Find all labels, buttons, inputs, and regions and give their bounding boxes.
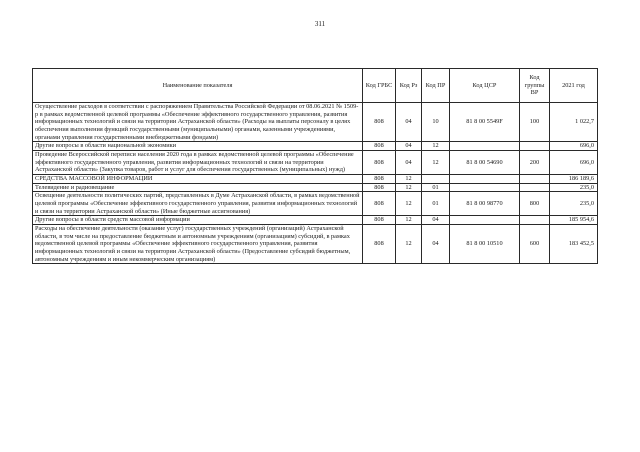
row-name: Проведение Всероссийской переписи населения 2020 года в рамках ведомственной целевой программы «Обеспечение эффективного государственного управления, развития информационных технологий и связи на территории Астраханской области» (Закупка товаров, работ и услуг для обеспечения государственных (муниципальных) нужд) (33, 151, 363, 175)
table-row (33, 225, 598, 264)
row-amount: 235,0 (550, 192, 598, 216)
row-csr: 81 8 00 54690 (450, 151, 520, 175)
row-vr (520, 183, 550, 192)
row-csr (450, 142, 520, 151)
row-csr (450, 175, 520, 184)
row-grbs: 808 (363, 103, 396, 142)
row-csr: 81 8 00 5549F (450, 103, 520, 142)
table-header-row (33, 69, 598, 103)
table-row (33, 192, 598, 216)
row-pr: 12 (422, 151, 450, 175)
budget-table (32, 68, 598, 264)
row-vr (520, 175, 550, 184)
row-rz: 12 (396, 183, 422, 192)
row-grbs: 808 (363, 175, 396, 184)
row-vr: 200 (520, 151, 550, 175)
row-csr (450, 183, 520, 192)
row-csr: 81 8 00 10510 (450, 225, 520, 264)
row-name: Телевидение и радиовещание (33, 183, 363, 192)
row-vr: 600 (520, 225, 550, 264)
row-name: Расходы на обеспечение деятельности (оказание услуг) государственных учреждений (организаций) Астраханской области, в том числе на предоставление бюджетным и автономным учреждениям (организациям) субсидий, в рамках ведомственной целевой программы «Обеспечение эффективного государственного управления, развития информационных технологий и связи на территории Астраханской области» (Предоставление субсидий бюджетным, автономным учреждениям и иным некоммерческим организациям) (33, 225, 363, 264)
table-row (33, 151, 598, 175)
row-name: Другие вопросы в области средств массовой информации (33, 216, 363, 225)
row-amount: 235,0 (550, 183, 598, 192)
row-pr: 01 (422, 192, 450, 216)
row-pr: 12 (422, 142, 450, 151)
row-rz: 12 (396, 225, 422, 264)
row-name: Осуществление расходов в соответствии с распоряжением Правительства Российской Федерации от 08.06.2021 № 1509-р в рамках ведомственной целевой программы «Обеспечение эффективного государственного управления, развития информационных технологий и связи на территории Астраханской области» (Расходы на выплаты персоналу в целях обеспечения выполнения функций государственными (муниципальными) органами, казенными учреждениями, органами управления государственными внебюджетными фондами) (33, 103, 363, 142)
row-grbs: 808 (363, 142, 396, 151)
row-amount: 186 189,6 (550, 175, 598, 184)
header-rz: Код Рз (396, 69, 422, 103)
header-grbs: Код ГРБС (363, 69, 396, 103)
table-row (33, 142, 598, 151)
row-amount: 696,0 (550, 151, 598, 175)
row-grbs: 808 (363, 151, 396, 175)
row-csr: 81 8 00 98770 (450, 192, 520, 216)
row-grbs: 808 (363, 192, 396, 216)
row-pr: 10 (422, 103, 450, 142)
table-row (33, 183, 598, 192)
row-pr: 04 (422, 216, 450, 225)
row-amount: 1 022,7 (550, 103, 598, 142)
row-vr (520, 216, 550, 225)
row-pr (422, 175, 450, 184)
row-rz: 04 (396, 151, 422, 175)
row-rz: 04 (396, 142, 422, 151)
row-name: Другие вопросы в области национальной экономики (33, 142, 363, 151)
row-rz: 12 (396, 216, 422, 225)
row-grbs: 808 (363, 225, 396, 264)
row-amount: 185 954,6 (550, 216, 598, 225)
row-vr: 100 (520, 103, 550, 142)
header-amount: 2021 год (550, 69, 598, 103)
row-amount: 696,0 (550, 142, 598, 151)
row-pr: 01 (422, 183, 450, 192)
row-grbs: 808 (363, 216, 396, 225)
row-name: Освещение деятельности политических партий, представленных в Думе Астраханской области, в рамках ведомственной целевой программы «Обеспечение эффективного государственного управления, развития информационных технологий и связи на территории Астраханской области» (Иные бюджетные ассигнования) (33, 192, 363, 216)
header-pr: Код ПР (422, 69, 450, 103)
row-pr: 04 (422, 225, 450, 264)
table-row (33, 103, 598, 142)
row-grbs: 808 (363, 183, 396, 192)
row-rz: 12 (396, 175, 422, 184)
row-rz: 04 (396, 103, 422, 142)
table-row (33, 175, 598, 184)
row-rz: 12 (396, 192, 422, 216)
row-name: СРЕДСТВА МАССОВОЙ ИНФОРМАЦИИ (33, 175, 363, 184)
page-number: 311 (314, 20, 326, 28)
row-vr: 800 (520, 192, 550, 216)
table-row (33, 216, 598, 225)
header-name: Наименование показателя (33, 69, 363, 103)
header-csr: Код ЦСР (450, 69, 520, 103)
row-vr (520, 142, 550, 151)
row-amount: 183 452,5 (550, 225, 598, 264)
row-csr (450, 216, 520, 225)
header-vr: Код группы ВР (520, 69, 550, 103)
